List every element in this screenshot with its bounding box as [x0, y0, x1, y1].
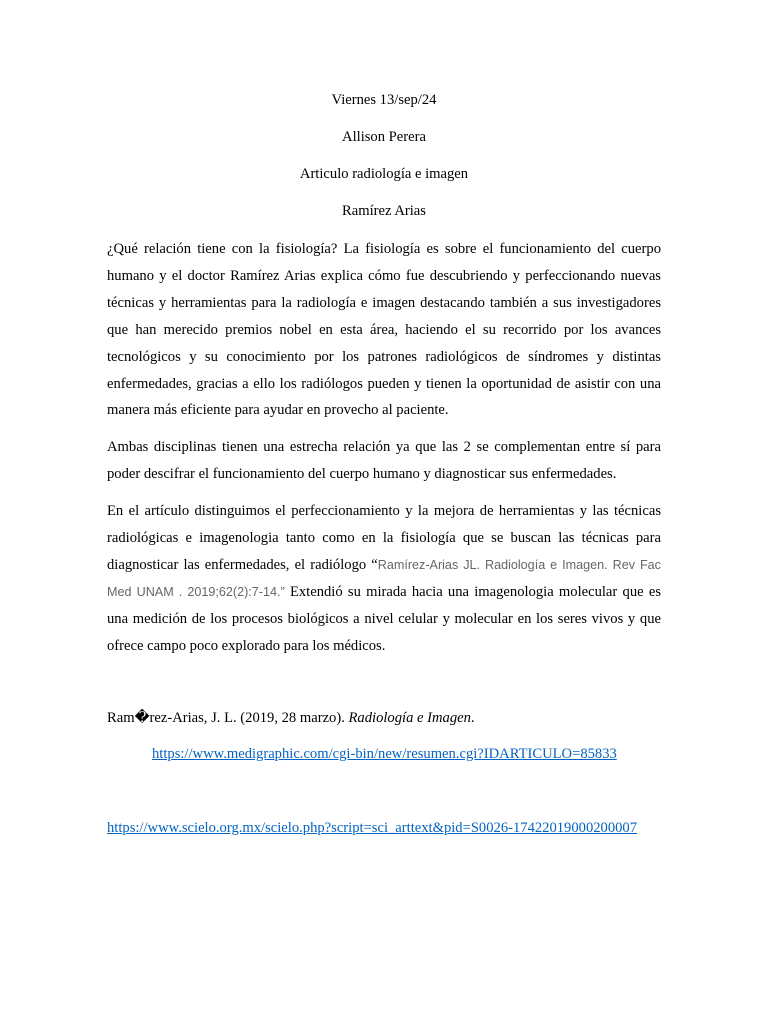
citation-quote: Ramírez-Arias JL. Radiología e Imagen. Rev Fac Med UNAM . 2019;62(2):7-14.”	[107, 557, 661, 599]
reference-1-end: .	[470, 710, 475, 726]
reference-1	[107, 706, 667, 730]
medigraphic-link[interactable]: https://www.medigraphic.com/cgi-bin/new/resumen.cgi?IDARTICULO=85833	[152, 746, 617, 762]
paragraph-3-text-start: En el artículo distinguimos el perfeccionamiento y la mejora de herramientas y las técnicas radiológicas e imagenologia tanto como en la fisiología que se buscan las técnicas para diagnosticar las enfermedades, el radiólogo “	[107, 503, 661, 573]
reference-1-title: Radiología e Imagen	[348, 710, 471, 726]
reference-1-link-line	[107, 742, 667, 766]
paragraph-1: ¿Qué relación tiene con la fisiología? La fisiología es sobre el funcionamiento del cuerpo humano y el doctor Ramírez Arias explica cómo fue descubriendo y perfeccionando nuevas técnicas y herramientas para la radiología e imagen destacando también a sus investigadores que han merecido premios nobel en esta área, haciendo el su recorrido por los avances tecnológicos y su conocimiento por los patrones radiológicos de síndromes y distintas enfermedades, gracias a ello los radiólogos pueden y tienen la oportunidad de asistir con una manera más eficiente para ayudar en provecho al paciente.	[107, 241, 661, 419]
author-name: Allison Perera	[342, 129, 426, 145]
paragraph-3	[107, 498, 661, 659]
paragraph-3-text-end: Extendió su mirada hacia una imagenologia molecular que es una medición de los procesos biológicos a nivel celular y molecular en los seres vivos y que ofrece campo poco explorado para los médicos.	[107, 583, 661, 654]
reference-2-link-line	[107, 816, 667, 840]
document-title: Articulo radiología e imagen	[299, 166, 469, 182]
reference-1-author: Ram�rez-Arias, J. L. (2019, 28 marzo).	[107, 710, 349, 726]
subject-name: Ramírez Arias	[342, 203, 426, 219]
document-page	[107, 88, 661, 670]
scielo-link[interactable]: https://www.scielo.org.mx/scielo.php?script=sci_arttext&pid=S0026-17422019000200007	[107, 820, 638, 836]
paragraph-2: Ambas disciplinas tienen una estrecha relación ya que las 2 se complementan entre sí para poder descifrar el funcionamiento del cuerpo humano y diagnosticar sus enfermedades.	[107, 439, 661, 483]
date-line: Viernes 13/sep/24	[331, 92, 437, 108]
references-section	[107, 706, 667, 840]
